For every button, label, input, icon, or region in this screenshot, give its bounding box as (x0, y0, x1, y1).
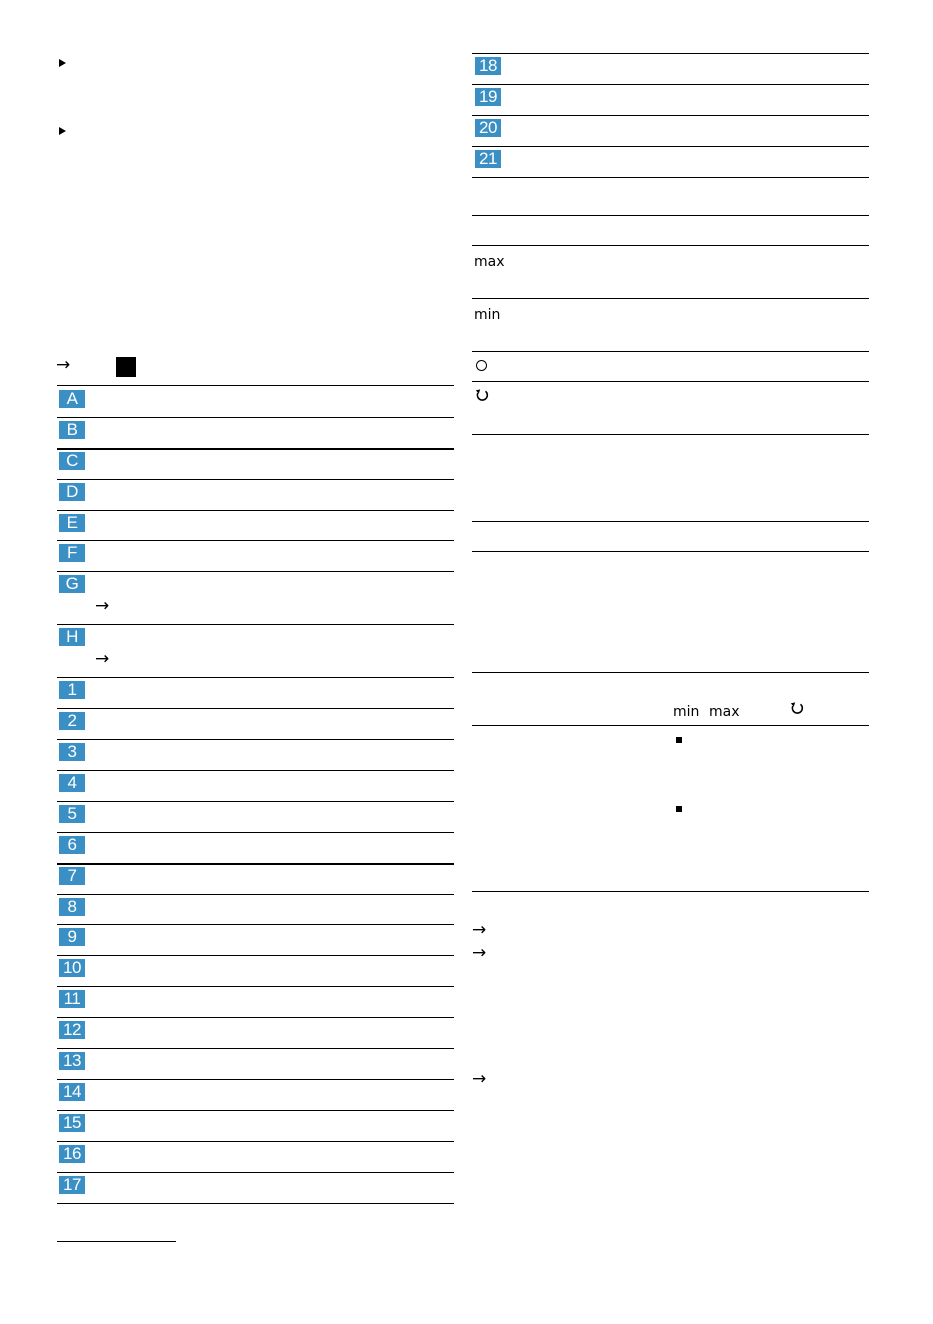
row-badge-10: 10 (59, 959, 85, 977)
table-rule (472, 725, 869, 726)
table-rule (472, 891, 869, 892)
table-rule (57, 924, 454, 925)
table-rule (57, 863, 454, 865)
table-rule (57, 417, 454, 418)
row-badge-11: 11 (59, 990, 85, 1008)
table-rule (57, 832, 454, 833)
row-badge-e: E (59, 514, 85, 532)
table-rule (57, 540, 454, 541)
table-rule (472, 177, 869, 178)
arrow-right-icon: → (472, 1069, 487, 1089)
symbol-min-label: min (474, 307, 501, 323)
table-rule (472, 53, 869, 54)
table-rule (57, 1203, 454, 1204)
table-rule (57, 739, 454, 740)
table-header-max: max (709, 704, 740, 720)
row-badge-f: F (59, 544, 85, 562)
table-rule (57, 1110, 454, 1111)
row-badge-8: 8 (59, 898, 85, 916)
table-rule (472, 298, 869, 299)
row-badge-16: 16 (59, 1145, 85, 1163)
table-rule (472, 551, 869, 552)
table-rule (472, 434, 869, 435)
bullet-triangle-icon (59, 59, 66, 67)
rotate-icon (789, 700, 805, 720)
arrow-right-icon: → (56, 355, 71, 375)
table-rule (57, 624, 454, 625)
row-badge-21: 21 (475, 150, 501, 168)
bullet-square-icon (676, 737, 682, 743)
arrow-right-icon: → (95, 649, 110, 669)
table-rule (57, 1172, 454, 1173)
table-rule (57, 986, 454, 987)
table-rule (57, 385, 454, 386)
table-rule (472, 115, 869, 116)
row-badge-3: 3 (59, 743, 85, 761)
row-badge-1: 1 (59, 681, 85, 699)
table-rule (57, 955, 454, 956)
table-rule (57, 510, 454, 511)
row-badge-2: 2 (59, 712, 85, 730)
row-badge-c: C (59, 452, 85, 470)
table-rule (57, 677, 454, 678)
table-rule (472, 215, 869, 216)
symbol-max-label: max (474, 254, 505, 270)
table-rule (57, 448, 454, 450)
table-rule (57, 1048, 454, 1049)
row-badge-17: 17 (59, 1176, 85, 1194)
table-rule (57, 1141, 454, 1142)
arrow-right-icon: → (95, 596, 110, 616)
table-rule (57, 770, 454, 771)
row-badge-14: 14 (59, 1083, 85, 1101)
row-badge-7: 7 (59, 867, 85, 885)
row-badge-15: 15 (59, 1114, 85, 1132)
row-badge-5: 5 (59, 805, 85, 823)
table-rule (57, 571, 454, 572)
row-badge-g: G (59, 575, 85, 593)
row-badge-19: 19 (475, 88, 501, 106)
row-badge-a: A (59, 390, 85, 408)
table-rule (472, 381, 869, 382)
row-badge-6: 6 (59, 836, 85, 854)
bullet-triangle-icon (59, 127, 66, 135)
table-rule (472, 521, 869, 522)
bullet-square-icon (676, 806, 682, 812)
table-rule (472, 84, 869, 85)
circle-icon (476, 360, 487, 371)
row-badge-18: 18 (475, 57, 501, 75)
rotate-icon (474, 387, 490, 407)
table-rule (57, 801, 454, 802)
row-badge-h: H (59, 628, 85, 646)
row-badge-12: 12 (59, 1021, 85, 1039)
row-badge-4: 4 (59, 774, 85, 792)
row-badge-b: B (59, 421, 85, 439)
table-rule (57, 894, 454, 895)
row-badge-13: 13 (59, 1052, 85, 1070)
row-badge-9: 9 (59, 928, 85, 946)
table-rule (57, 479, 454, 480)
table-rule (472, 672, 869, 673)
table-rule (472, 146, 869, 147)
footnote-rule (57, 1241, 176, 1242)
table-rule (57, 1017, 454, 1018)
legend-black-square (116, 357, 136, 377)
arrow-right-icon: → (472, 943, 487, 963)
arrow-right-icon: → (472, 920, 487, 940)
table-rule (472, 245, 869, 246)
table-header-min: min (673, 704, 700, 720)
table-rule (57, 708, 454, 709)
row-badge-d: D (59, 483, 85, 501)
table-rule (57, 1079, 454, 1080)
row-badge-20: 20 (475, 119, 501, 137)
table-rule (472, 351, 869, 352)
